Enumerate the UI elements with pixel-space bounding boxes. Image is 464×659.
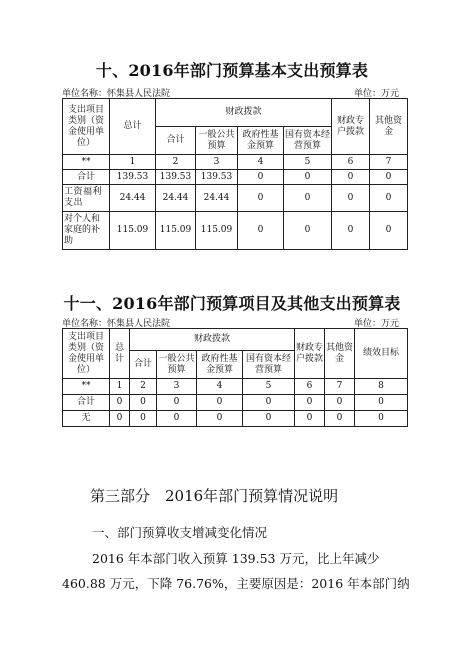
table-cell: 7 [325,379,355,395]
table-cell: 0 [370,170,408,185]
table-cell: 0 [332,185,370,212]
t1-header-subtotal: 合计 [156,127,196,155]
table-cell: 0 [370,185,408,212]
table-cell: 合计 [63,395,110,411]
table-cell: 24.44 [110,185,156,212]
table-cell: 3 [157,379,197,395]
t1-header-category: 支出项目类别（资金使用单位） [63,99,110,155]
table-cell: 1 [110,155,156,170]
part3-heading: 第三部分 2016年部门预算情况说明 [90,487,339,505]
table-row [63,411,408,427]
part3-subheading: 一、部门预算收支增减变化情况 [92,525,268,540]
t2-header-gov-fund: 政府性基金预算 [197,351,243,379]
table2-unit: 单位：万元 [354,319,400,329]
table-cell: 24.44 [196,185,238,212]
t2-header-subtotal: 合计 [130,351,157,379]
table-row [63,212,408,250]
table-cell: 0 [243,411,295,427]
t1-header-fiscal-group: 财政拨款 [156,99,332,127]
table-cell: 139.53 [196,170,238,185]
table1-unit: 单位：万元 [354,89,400,99]
table-cell: 115.09 [196,212,238,250]
table2 [62,328,408,427]
table-cell: 0 [332,170,370,185]
table-cell: 0 [157,395,197,411]
table-cell: 7 [370,155,408,170]
table-cell: 2 [156,155,196,170]
table-cell: 4 [197,379,243,395]
table2-unit-name: 单位名称：怀集县人民法院 [62,319,171,329]
table-cell: 0 [355,395,408,411]
table-cell: 0 [197,411,243,427]
table-cell: 0 [110,411,130,427]
table-cell: 合计 [63,170,110,185]
table-cell: 0 [325,411,355,427]
table-cell: 3 [196,155,238,170]
table-cell: 0 [325,395,355,411]
t2-header-other-funds: 其他资金 [325,329,355,379]
table-cell: 0 [238,185,284,212]
t1-header-general-budget: 一般公共预算 [196,127,238,155]
table-cell: 0 [332,212,370,250]
table-cell: 6 [295,379,325,395]
table-cell: 4 [238,155,284,170]
t2-header-category: 支出项目类别（资金使用单位） [63,329,110,379]
table-cell: 0 [295,395,325,411]
part3-paragraph-line-1: 2016 年本部门收入预算 139.53 万元，比上年减少 [92,551,380,566]
table-cell: 对个人和家庭的补助 [63,212,110,250]
table-row [63,395,408,411]
table-cell: 0 [355,411,408,427]
t2-header-total: 总计 [110,329,130,379]
table-cell: 5 [243,379,295,395]
table-cell: 0 [110,395,130,411]
t1-header-other-funds: 其他资金 [370,99,408,155]
table-row [63,155,408,170]
table-cell: 无 [63,411,110,427]
table-cell: ** [63,379,110,395]
table-cell: 0 [130,395,157,411]
table-cell: 工资福利支出 [63,185,110,212]
table-row [63,185,408,212]
t2-header-general-budget: 一般公共预算 [157,351,197,379]
table-cell: 115.09 [110,212,156,250]
t2-header-performance: 绩效目标 [355,329,408,379]
table-cell: 139.53 [110,170,156,185]
t1-header-total: 总计 [110,99,156,155]
table-cell: 5 [284,155,332,170]
table-cell: ** [63,155,110,170]
table-cell: 0 [238,170,284,185]
table-cell: 0 [284,170,332,185]
table-row [63,170,408,185]
table-cell: 0 [197,395,243,411]
table-cell: 0 [238,212,284,250]
table-cell: 8 [355,379,408,395]
part3-paragraph-line-2: 460.88 万元，下降 76.76%，主要原因是：2016 年本部门纳 [62,576,410,591]
table-cell: 0 [157,411,197,427]
table-cell: 0 [284,185,332,212]
table1 [62,98,408,250]
t1-header-gov-fund: 政府性基金预算 [238,127,284,155]
table-cell: 0 [243,395,295,411]
table-cell: 2 [130,379,157,395]
table-cell: 0 [130,411,157,427]
table-cell: 6 [332,155,370,170]
t2-header-state-capital: 国有资本经营预算 [243,351,295,379]
table1-unit-name: 单位名称：怀集县人民法院 [62,89,171,99]
table-cell: 0 [284,212,332,250]
table-cell: 0 [295,411,325,427]
table-cell: 24.44 [156,185,196,212]
t2-header-fiscal-group: 财政拨款 [130,329,295,351]
table-cell: 139.53 [156,170,196,185]
t1-header-fiscal-special: 财政专户拨款 [332,99,370,155]
t1-header-state-capital: 国有资本经营预算 [284,127,332,155]
table-cell: 1 [110,379,130,395]
table-cell: 0 [370,212,408,250]
table-cell: 115.09 [156,212,196,250]
table-row [63,379,408,395]
table1-title: 十、2016年部门预算基本支出预算表 [95,61,369,80]
t2-header-fiscal-special: 财政专户拨款 [295,329,325,379]
table2-title: 十一、2016年部门预算项目及其他支出预算表 [63,294,401,313]
